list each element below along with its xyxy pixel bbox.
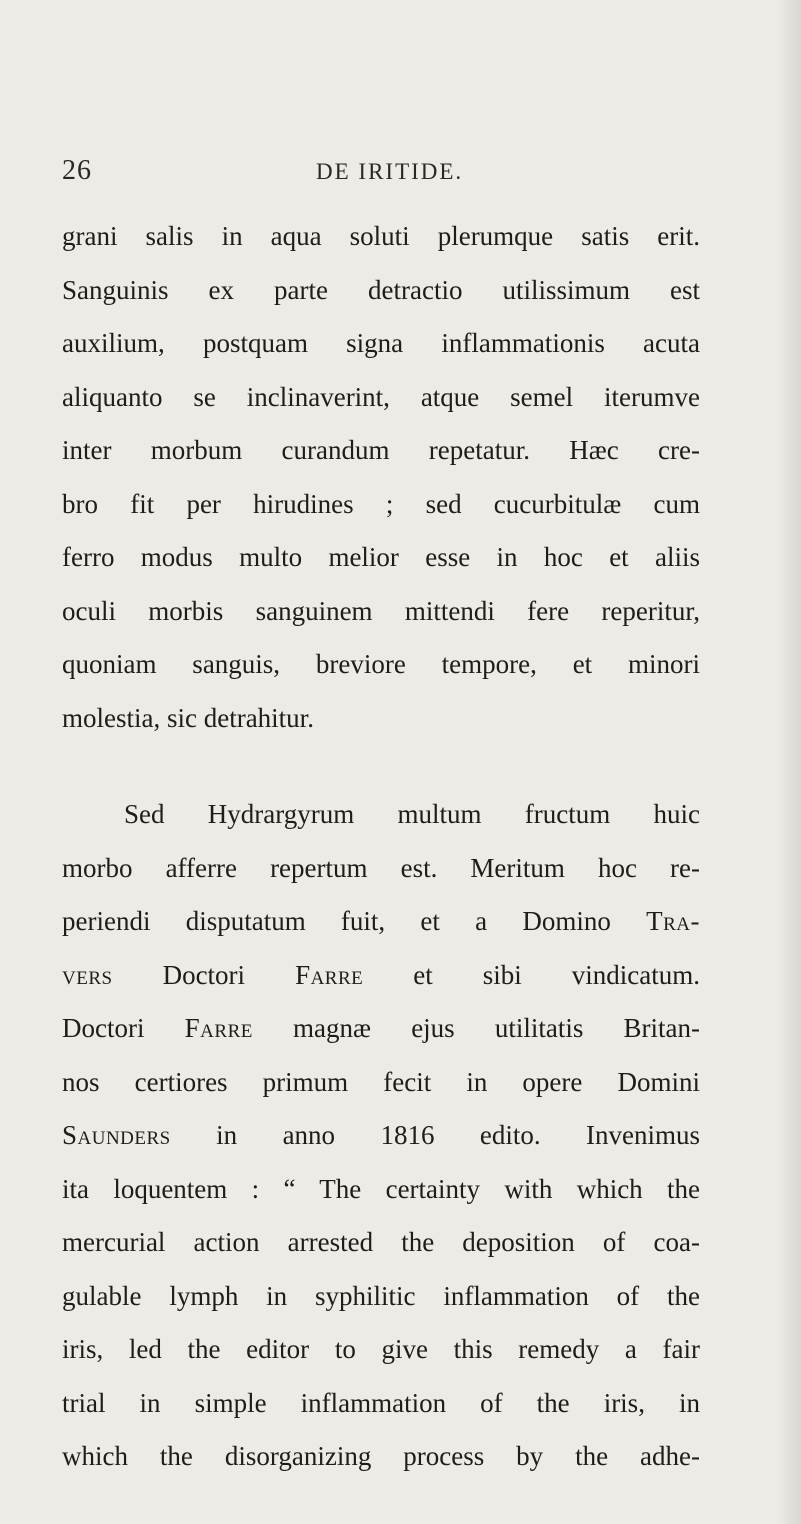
body-text bbox=[62, 210, 700, 1484]
text-line: gulable lymph in syphilitic inflammation of the bbox=[62, 1280, 700, 1311]
small-caps-name: Saunders bbox=[62, 1120, 171, 1150]
text-line: vers Doctori Farre et sibi vindicatum. bbox=[62, 959, 700, 990]
running-head bbox=[62, 155, 742, 195]
text-line: Sanguinis ex parte detractio utilissimum est bbox=[62, 274, 700, 305]
text-line: grani salis in aqua soluti plerumque satis erit. bbox=[62, 221, 700, 251]
text-line: quoniam sanguis, breviore tempore, et minori bbox=[62, 649, 700, 679]
text-line: which the disorganizing process by the adhe- bbox=[62, 1441, 700, 1471]
text-line: inter morbum curandum repetatur. Hæc cre- bbox=[62, 435, 700, 465]
text-line: auxilium, postquam signa inflammationis acuta bbox=[62, 328, 700, 358]
text-line: periendi disputatum fuit, et a Domino Tra- bbox=[62, 906, 700, 936]
page-edge-shadow bbox=[777, 0, 801, 1524]
text-line: oculi morbis sanguinem mittendi fere reperitur, bbox=[62, 595, 700, 626]
text-line: bro fit per hirudines ; sed cucurbitulæ cum bbox=[62, 488, 700, 519]
text-line: molestia, sic detrahitur. bbox=[62, 702, 314, 733]
small-caps-name: Farre bbox=[184, 1013, 253, 1043]
text-line: trial in simple inflammation of the iris, in bbox=[62, 1387, 700, 1418]
text-line: iris, led the editor to give this remedy a fair bbox=[62, 1334, 700, 1364]
text-line: nos certiores primum fecit in opere Domini bbox=[62, 1066, 700, 1097]
text-line: aliquanto se inclinaverint, atque semel iterumve bbox=[62, 381, 700, 412]
paragraph-2 bbox=[62, 788, 700, 1484]
text-line: Sed Hydrargyrum multum fructum huic bbox=[124, 799, 700, 829]
page-number: 26 bbox=[62, 155, 92, 186]
running-head-title: DE IRITIDE. bbox=[316, 159, 464, 184]
text-line: morbo afferre repertum est. Meritum hoc re- bbox=[62, 852, 700, 883]
text-line: mercurial action arrested the deposition of coa- bbox=[62, 1227, 700, 1257]
small-caps-name: Farre bbox=[295, 959, 364, 990]
text-line: ita loquentem : “ The certainty with which the bbox=[62, 1173, 700, 1204]
text-line: Saunders in anno 1816 edito. Invenimus bbox=[62, 1120, 700, 1150]
text-line: ferro modus multo melior esse in hoc et aliis bbox=[62, 542, 700, 572]
small-caps-name: vers bbox=[62, 959, 113, 990]
paragraph-1 bbox=[62, 210, 700, 745]
paragraph-gap bbox=[62, 745, 700, 788]
text-line: Doctori Farre magnæ ejus utilitatis Britan- bbox=[62, 1013, 701, 1043]
small-caps-name: Tra- bbox=[646, 906, 700, 936]
